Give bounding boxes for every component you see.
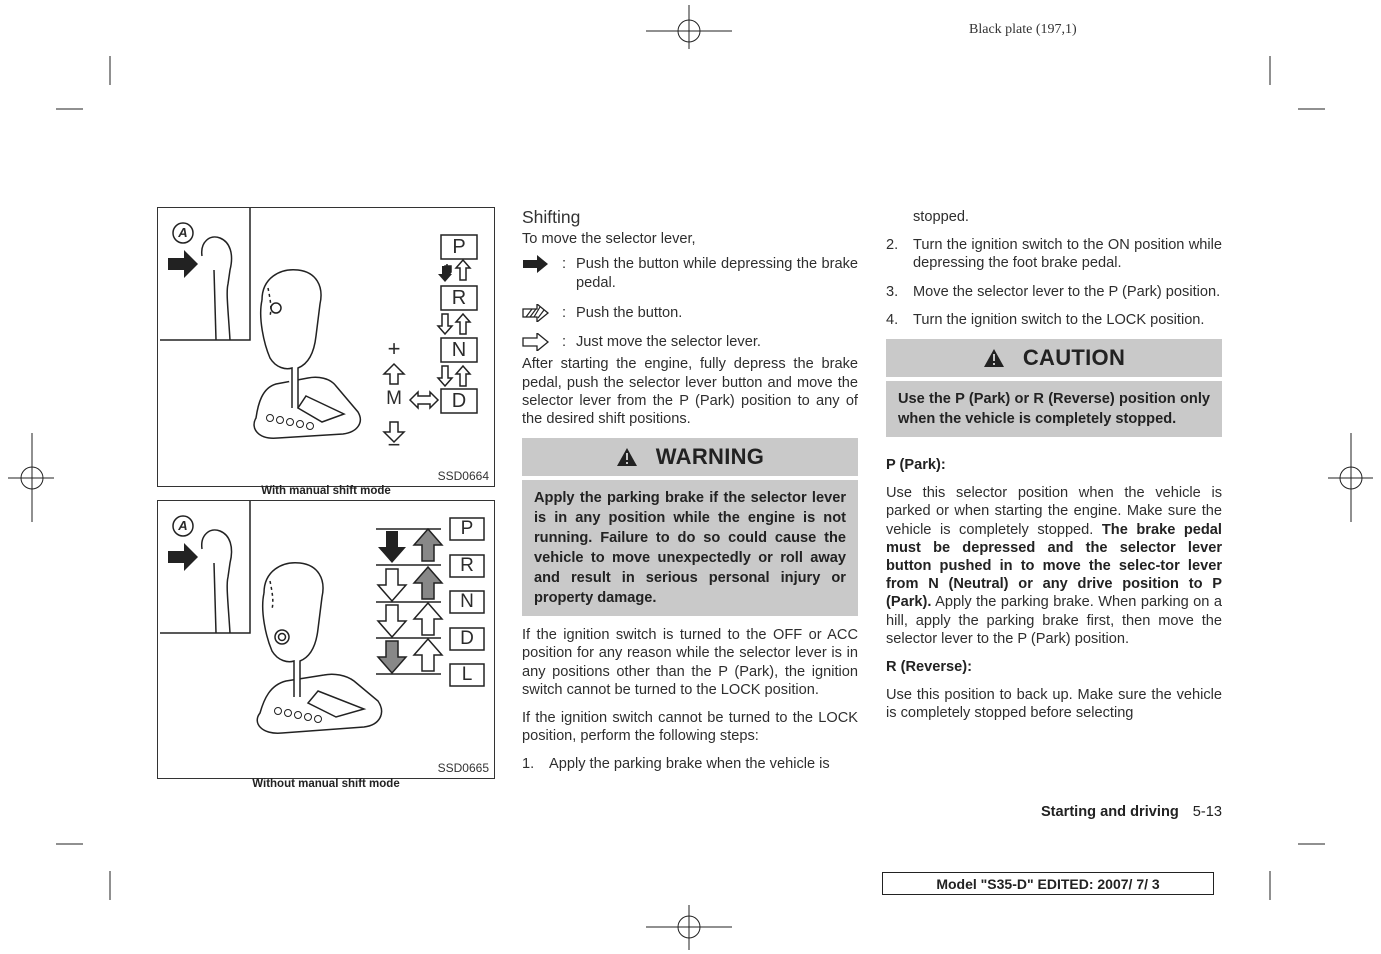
warning-title: WARNING bbox=[655, 444, 765, 470]
reverse-paragraph: Use this position to back up. Make sure the vehicle is completely stopped before selecting bbox=[886, 687, 1222, 722]
legend-text: Push the button while depressing the brake pedal. bbox=[576, 256, 858, 291]
figure-with-manual-shift bbox=[157, 207, 495, 487]
caution-triangle-icon bbox=[983, 348, 1005, 368]
legend-row-hatched: : Push the button. bbox=[522, 304, 858, 333]
right-column bbox=[886, 208, 1222, 723]
step-item: 1. Apply the parking brake when the vehicle is bbox=[522, 756, 830, 773]
caution-box bbox=[886, 339, 1222, 437]
plate-label: Black plate (197,1) bbox=[969, 22, 1077, 37]
warning-triangle-icon bbox=[616, 447, 638, 467]
section-heading-shifting: Shifting bbox=[522, 207, 581, 227]
after-start-paragraph: After starting the engine, fully depress the brake pedal, push the selector lever button and move the selector lever from the P (Park) position to any of the desired shift positions. bbox=[522, 356, 858, 428]
model-edited-box: Model "S35-D" EDITED: 2007/ 7/ 3 bbox=[882, 872, 1214, 895]
step-item-continued: stopped. bbox=[913, 209, 969, 225]
figure-code: SSD0664 bbox=[437, 469, 489, 483]
middle-column bbox=[522, 208, 858, 774]
gear-n-label: N bbox=[451, 339, 467, 361]
gear-d-label: D bbox=[451, 390, 467, 412]
step-item: 4. Turn the ignition switch to the LOCK position. bbox=[886, 311, 1205, 328]
footer-section: Starting and driving bbox=[1040, 804, 1179, 820]
caution-header bbox=[886, 339, 1222, 377]
ignition-paragraph-2: If the ignition switch cannot be turned to the LOCK position, perform the following steps: bbox=[522, 710, 858, 745]
reverse-heading: R (Reverse): bbox=[886, 659, 972, 676]
gear-d-label: D bbox=[460, 628, 474, 649]
gear-r-label: R bbox=[460, 555, 474, 576]
figure-without-manual-shift bbox=[157, 500, 495, 779]
park-heading: P (Park): bbox=[886, 457, 946, 474]
figure-code: SSD0665 bbox=[437, 761, 489, 775]
warning-box bbox=[522, 438, 858, 616]
legend-row-solid: : Push the button while depressing the brake pedal. bbox=[522, 255, 858, 284]
figure-caption: With manual shift mode bbox=[261, 485, 391, 497]
gear-p-label: P bbox=[460, 518, 474, 539]
minus-label: − bbox=[387, 432, 401, 457]
legend-row-outline: : Just move the selector lever. bbox=[522, 333, 858, 355]
shift-lever-diagram-automatic bbox=[158, 501, 494, 778]
warning-header bbox=[522, 438, 858, 476]
shifting-intro: To move the selector lever, bbox=[522, 231, 696, 248]
park-paragraph: Use this selector position when the vehicle is parked or when starting the engine. Make sure the vehicle is completely stopped. The brake pedal must be depressed and the selector lever button pushed in to move the selec-tor lever from N (Neutral) or any drive position to P (Park). Apply the parking brake. When parking on a hill, apply the parking brake first, then move the selector lever to the P (Park) position. bbox=[886, 485, 1223, 647]
figure-caption: Without manual shift mode bbox=[252, 778, 400, 790]
gear-p-label: P bbox=[452, 236, 466, 258]
plus-label: + bbox=[387, 336, 401, 361]
caution-text: Use the P (Park) or R (Reverse) position only when the vehicle is completely stopped. bbox=[886, 381, 1222, 437]
page-footer bbox=[1041, 804, 1222, 820]
callout-a-label: A bbox=[178, 225, 188, 240]
gear-r-label: R bbox=[451, 287, 467, 309]
ignition-paragraph-1: If the ignition switch is turned to the OFF or ACC position for any reason while the selector lever is in any positions other than the P (Park), the ignition switch cannot be turned to the LOCK position. bbox=[522, 627, 858, 698]
page-number: 5-13 bbox=[1192, 804, 1222, 820]
warning-text: Apply the parking brake if the selector lever is in any position while the engine is not running. Failure to do so could cause the vehicle to move unexpectedly or roll away and result in serious personal injury or property damage. bbox=[522, 480, 858, 616]
gear-l-label: L bbox=[461, 664, 473, 685]
gear-n-label: N bbox=[460, 591, 474, 612]
caution-title: CAUTION bbox=[1022, 344, 1126, 370]
legend-text: Push the button. bbox=[576, 305, 683, 322]
manual-mode-label: M bbox=[386, 388, 402, 409]
legend-text: Just move the selector lever. bbox=[576, 334, 761, 351]
step-item: 2. Turn the ignition switch to the ON position while depressing the foot brake pedal. bbox=[886, 237, 1222, 272]
callout-a-label: A bbox=[178, 518, 188, 533]
step-item: 3. Move the selector lever to the P (Park) position. bbox=[886, 283, 1221, 300]
